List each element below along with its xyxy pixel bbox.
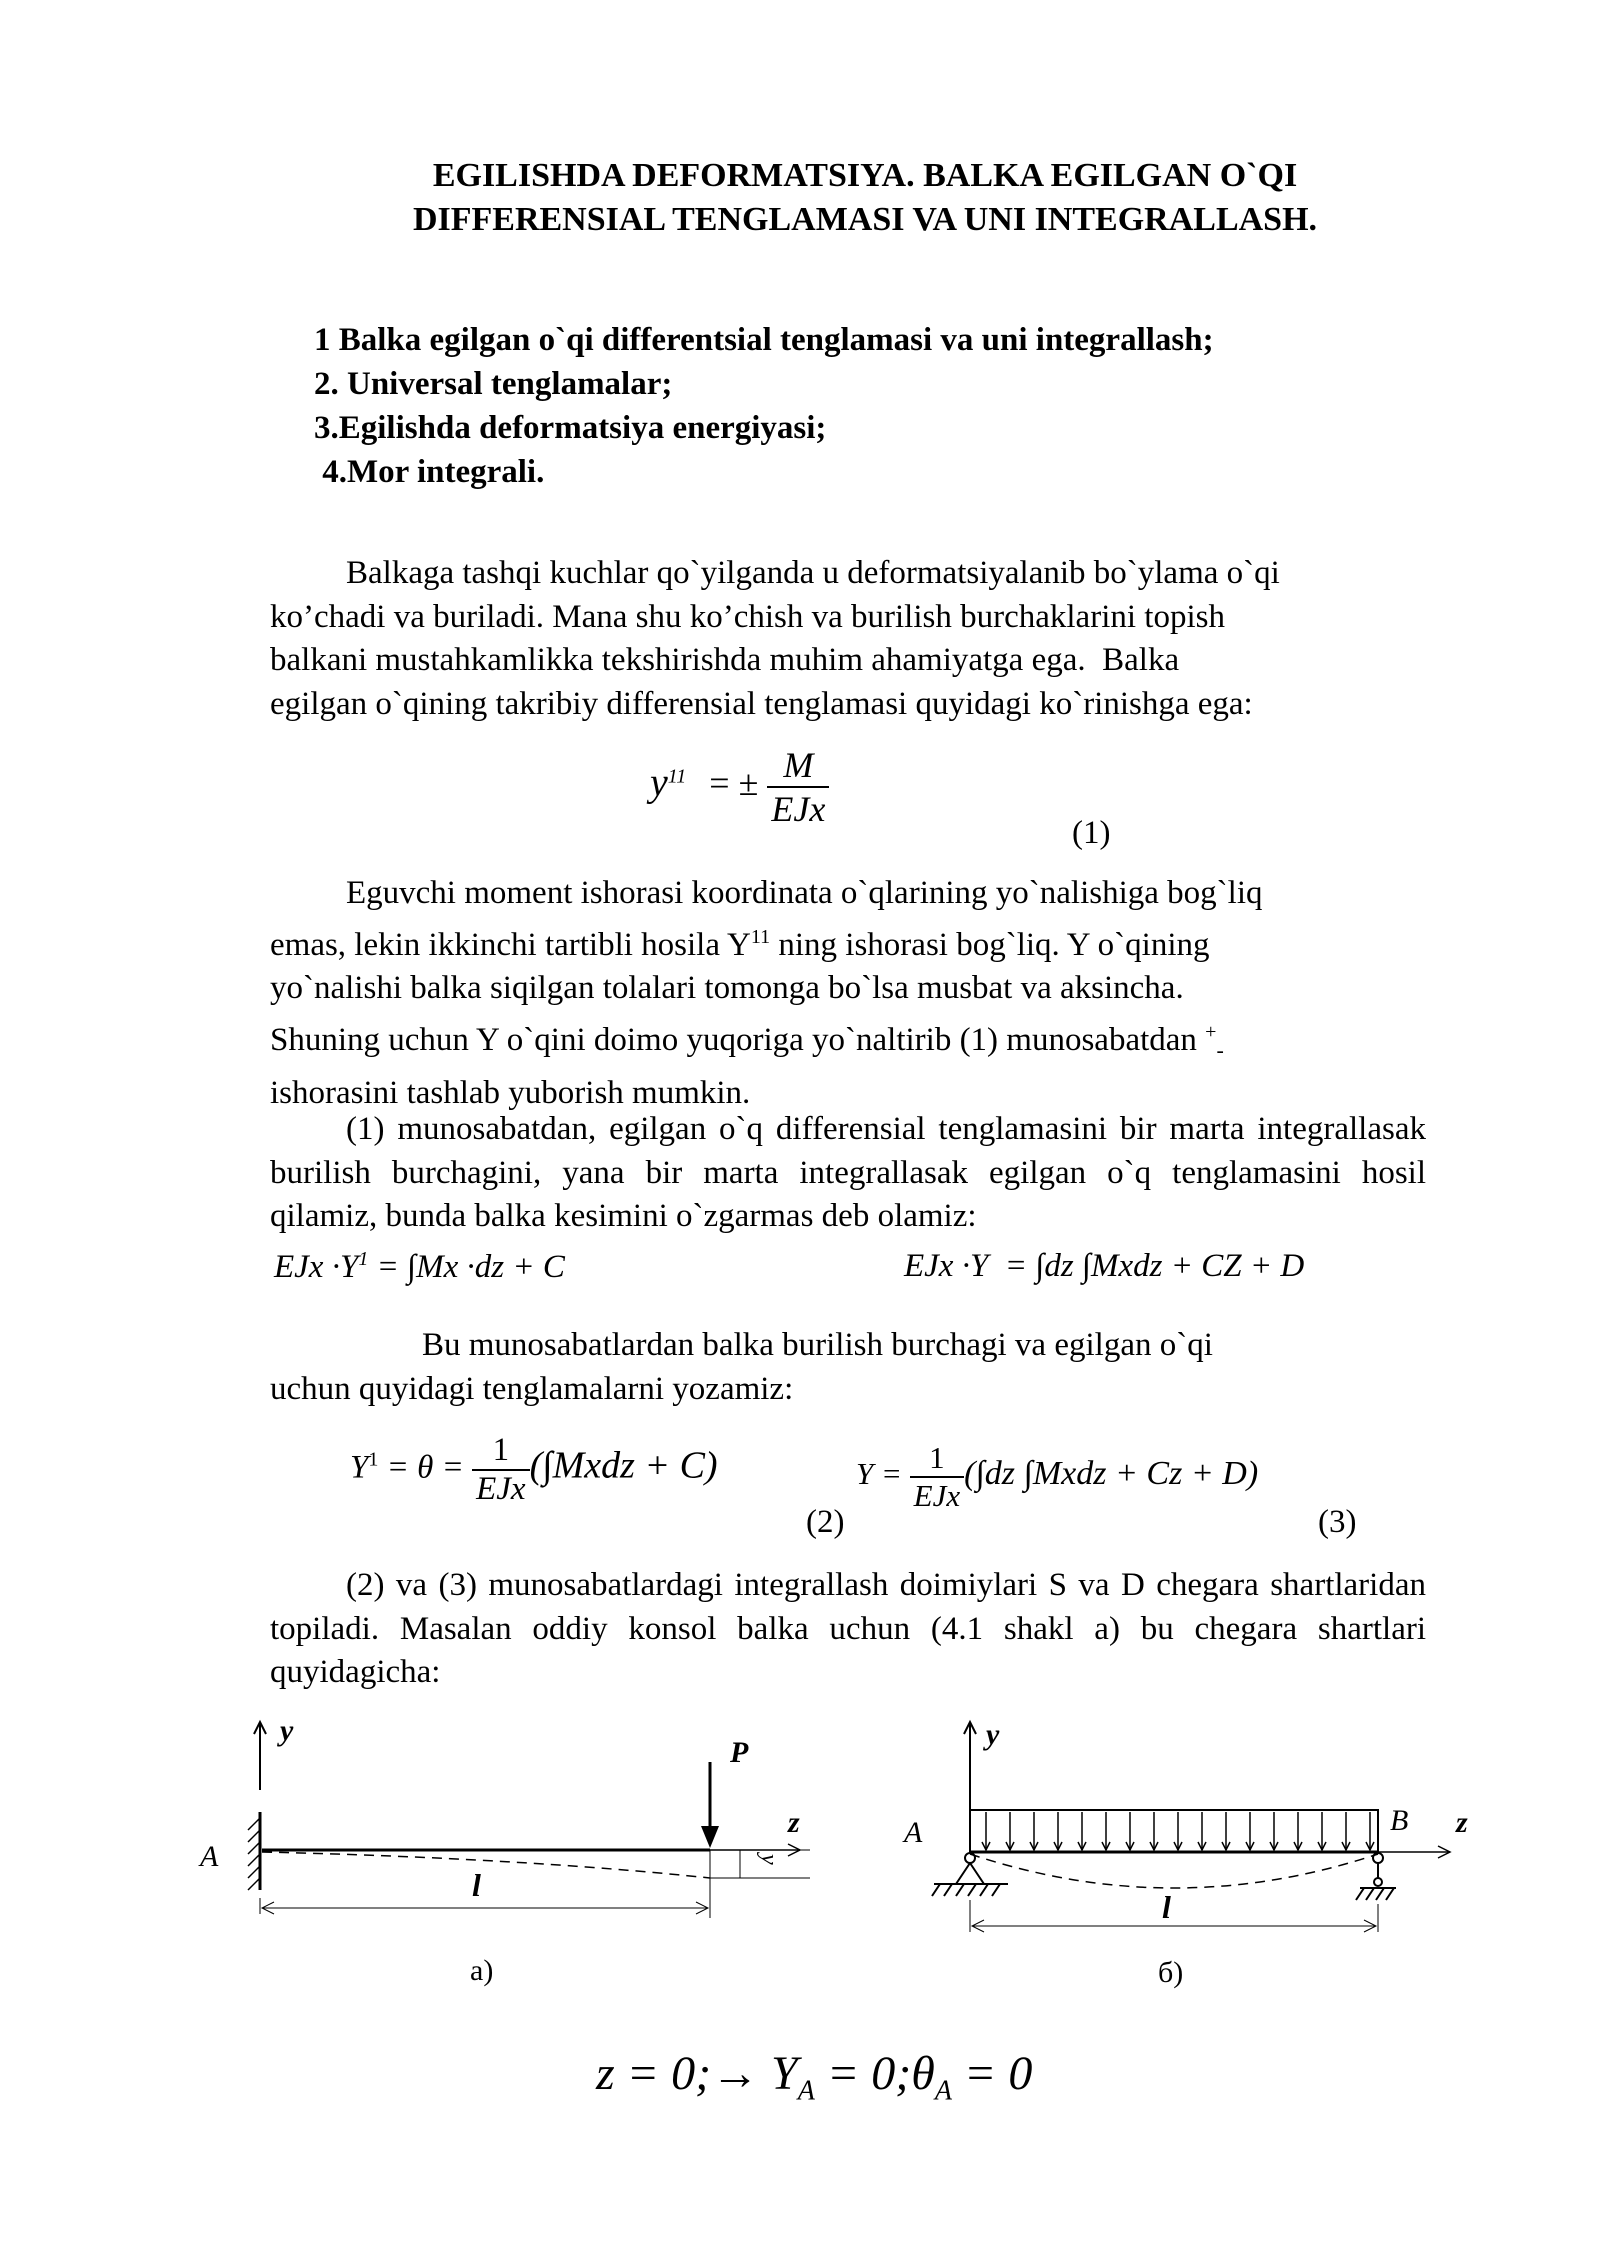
fig-b-distributed-load (982, 1812, 1374, 1850)
boundary-eq-b: = 0;θ (814, 2047, 935, 2100)
page-title (180, 154, 1550, 242)
eq1-numerator: M (767, 744, 829, 788)
eq1-sup: 11 (667, 765, 687, 788)
paragraph-intro (270, 552, 1426, 726)
eq2-fraction (472, 1432, 529, 1508)
topic-list (314, 318, 1214, 494)
equation-3 (856, 1440, 1258, 1514)
intro-line-2: ko’chadi va buriladi. Mana shu ko’chish va burilish burchaklarini topish (270, 598, 1225, 635)
intro-line-3: balkani mustahkamlikka tekshirishda muhim ahamiyatga ega. Balka (270, 642, 1180, 678)
topic-item-1: 1 Balka egilgan o`qi differentsial tenglamasi va uni integrallash; (314, 322, 1214, 358)
boundary-eq-a: z = 0;→ Y (596, 2047, 798, 2100)
fig-b-support-b (1356, 1853, 1396, 1900)
sign-line-4-a: Shuning uchun Y o`qini doimo yuqoriga yo`naltirib (1) munosabatdan (270, 1021, 1206, 1058)
fig-b-length-label: l (1162, 1889, 1171, 1925)
figure-a-cantilever (190, 1700, 870, 2010)
eq2-lhs: Y (350, 1449, 369, 1486)
eq3-fraction (910, 1440, 964, 1514)
slope-integral-a: EJx ·Y (274, 1249, 359, 1285)
boundary-text: (2) va (3) munosabatlardagi integrallash doimiylari S va D chegara shartlaridan topiladi. Masalan oddiy konsol balka uchun (4.1 shakl a) bu chegara shartlari quyidagicha: (270, 1567, 1426, 1690)
eq3-denominator: EJx (913, 1478, 961, 1513)
topic-item-4: 4.Mor integrali. (314, 454, 545, 490)
fig-a-wall-hatch (248, 1818, 260, 1890)
eq2-rhs: (∫Mxdz + C) (529, 1444, 718, 1487)
sign-line-4 (270, 1011, 1426, 1072)
paragraph-equations-intro (270, 1324, 1426, 1411)
sign-line-2-sup: 11 (750, 925, 771, 948)
equations-intro-line-2: uchun quyidagi tenglamalarni yozamiz: (270, 1370, 794, 1407)
eq1-sign: = ± (709, 763, 759, 804)
fig-a-force-arrowhead (701, 1826, 719, 1848)
equation-1 (650, 744, 829, 830)
fig-b-support-a (932, 1853, 1008, 1896)
sign-line-2 (270, 916, 1426, 968)
equation-2-number: (2) (806, 1504, 845, 1540)
paragraph-boundary (270, 1564, 1426, 1695)
equations-intro-line-1: Bu munosabatlardan balka burilish burchagi va egilgan o`qi (422, 1327, 1213, 1363)
sign-line-5: ishorasini tashlab yuborish mumkin. (270, 1074, 751, 1111)
equation-1-number: (1) (1072, 815, 1111, 851)
figure-b-simply-supported (890, 1700, 1510, 2010)
sign-line-4-plus: + (1205, 1020, 1217, 1043)
fig-b-z-label: z (1456, 1806, 1468, 1839)
fig-a-deflection-label: y (756, 1854, 782, 1865)
boundary-eq-c: = 0 (951, 2047, 1033, 2100)
eq1-fraction (767, 744, 829, 830)
eq2-numerator: 1 (472, 1432, 529, 1471)
title-line-1: EGILISHDA DEFORMATSIYA. BALKA EGILGAN O`QI (432, 157, 1298, 194)
eq3-lhs: Y = (856, 1456, 910, 1492)
intro-line-1: Balkaga tashqi kuchlar qo`yilganda u deformatsiyalanib bo`ylama o`qi (346, 555, 1280, 591)
fig-b-y-label: y (986, 1718, 1000, 1751)
eq2-sup: 1 (368, 1448, 379, 1471)
equation-deflection-integral: EJx ·Y = ∫dz ∫Mxdz + CZ + D (904, 1248, 1305, 1284)
equation-2 (350, 1432, 718, 1508)
slope-integral-b: = ∫Mx ·dz + C (368, 1249, 565, 1285)
boundary-eq-sub-1: A (797, 2075, 815, 2107)
fig-b-caption: б) (1158, 1956, 1184, 1989)
slope-integral-sup: 1 (358, 1248, 369, 1270)
equation-3-number: (3) (1318, 1504, 1357, 1540)
sign-line-2-a: emas, lekin ikkinchi tartibli hosila Y (270, 926, 751, 963)
sign-line-4-minus: - (1216, 1037, 1224, 1063)
title-line-2: DIFFERENSIAL TENGLAMASI VA UNI INTEGRALLASH. (412, 201, 1318, 238)
equation-slope-integral (274, 1248, 565, 1286)
sign-line-3: yo`nalishi balka siqilgan tolalari tomonga bo`lsa musbat va aksincha. (270, 970, 1184, 1006)
intro-line-4: egilgan o`qining takribiy differensial tenglamasi quyidagi ko`rinishga ega: (270, 685, 1253, 722)
boundary-eq-sub-2: A (934, 2075, 952, 2107)
fig-a-z-label: z (788, 1806, 800, 1839)
eq2-denominator: EJx (476, 1471, 526, 1507)
topic-item-2: 2. Universal tenglamalar; (314, 366, 673, 402)
paragraph-integration (270, 1108, 1426, 1239)
fig-a-force-label: P (730, 1736, 749, 1769)
fig-b-right-label: B (1390, 1804, 1409, 1837)
fig-a-length-label: l (472, 1867, 481, 1903)
fig-a-deflection-curve (262, 1852, 710, 1878)
fig-a-caption: a) (470, 1954, 494, 1987)
fig-b-left-label: A (904, 1816, 923, 1849)
sign-line-2-b: ning ishorasi bog`liq. Y o`qining (770, 926, 1210, 963)
fig-a-y-label: y (280, 1714, 294, 1747)
fig-b-deflection-curve (970, 1854, 1378, 1888)
eq3-numerator: 1 (910, 1440, 964, 1478)
eq2-mid: = θ = (378, 1449, 473, 1486)
eq3-rhs: (∫dz ∫Mxdz + Cz + D) (964, 1455, 1259, 1493)
equation-boundary-conditions (596, 2046, 1032, 2108)
topic-item-3: 3.Egilishda deformatsiya energiyasi; (314, 410, 827, 446)
eq1-denominator: EJx (771, 789, 826, 829)
fig-a-support-label: A (200, 1840, 219, 1873)
integration-text: (1) munosabatdan, egilgan o`q differensial tenglamasini bir marta integrallasak burilish burchagini, yana bir marta integrallasak egilgan o`q tenglamasini hosil qilamiz, bunda balka kesimini o`zgarmas deb olamiz: (270, 1111, 1426, 1234)
paragraph-sign (270, 872, 1426, 1115)
eq1-lhs: y (650, 759, 668, 805)
sign-line-1: Eguvchi moment ishorasi koordinata o`qlarining yo`nalishiga bog`liq (346, 875, 1263, 911)
